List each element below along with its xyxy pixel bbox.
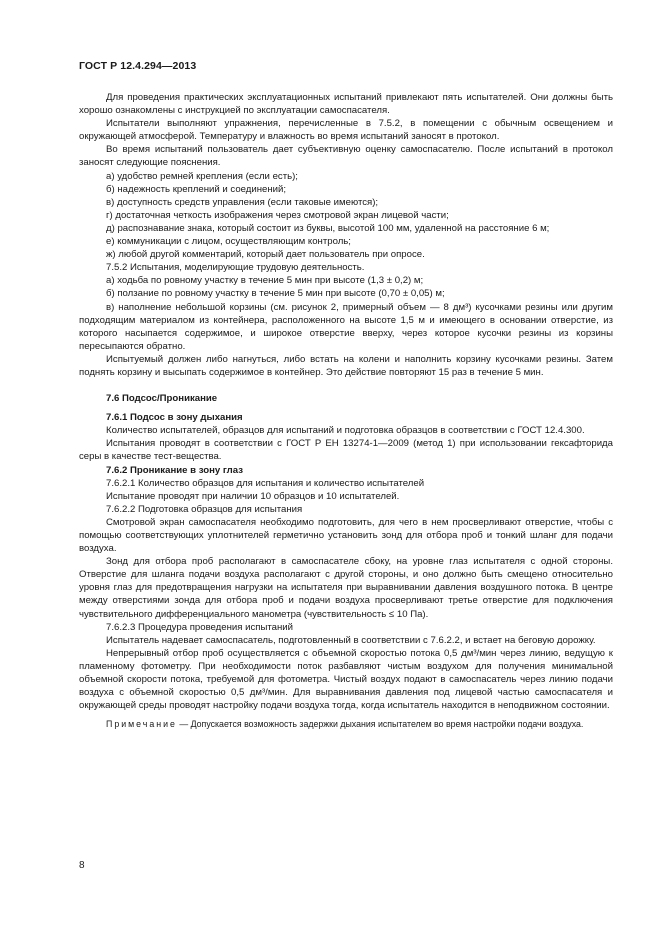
list-item: б) надежность креплений и соединений;	[106, 183, 287, 195]
paragraph: Зонд для отбора проб располагают в самоспасателе сбоку, на уровне глаз испытателя с одной стороны. Отверстие для шланга подачи воздуха располагают с другой стороны, и оно должно быть смещено относительно уровня глаз для предотвращения нагрузки на испытателя при выравнивании давления воздушного потока. В центре между отверстиями зонда для отбора проб и подачи воздуха просверливают третье отверстие для подключения чувствительного дифференциального манометра (чувствительность ≤ 10 Па).	[79, 556, 613, 620]
document-header: ГОСТ Р 12.4.294—2013	[79, 60, 197, 72]
paragraph: Смотровой экран самоспасателя необходимо подготовить, для чего в нем просверливают отверстие, чтобы с помощью соответствующих уплотнителей герметично установить зонд для отбора проб и тонкий шланг для подачи воздуха.	[79, 516, 613, 555]
note-label: Примечание	[106, 719, 177, 730]
clause-heading: 7.6.2.3 Процедура проведения испытаний	[106, 621, 294, 633]
list-item: б) ползание по ровному участку в течение 5 мин при высоте (0,70 ± 0,05) м;	[106, 288, 445, 300]
paragraph: Испытания проводят в соответствии с ГОСТ Р ЕН 13274-1—2009 (метод 1) при использовании гексафторида серы в качестве тест-вещества.	[79, 438, 613, 463]
document-body	[79, 91, 613, 731]
paragraph: Во время испытаний пользователь дает субъективную оценку самоспасателю. После испытаний в протокол заносят следующие пояснения.	[79, 144, 613, 169]
list-item: е) коммуникации с лицом, осуществляющим контроль;	[106, 236, 351, 248]
list-item: в) доступность средств управления (если таковые имеются);	[106, 196, 379, 208]
paragraph: Испытатель надевает самоспасатель, подготовленный в соответствии с 7.6.2.2, и встает на беговую дорожку.	[106, 634, 596, 646]
paragraph: Количество испытателей, образцов для испытаний и подготовка образцов в соответствии с ГОСТ 12.4.300.	[106, 425, 585, 437]
list-item: а) ходьба по ровному участку в течение 5 мин при высоте (1,3 ± 0,2) м;	[106, 275, 424, 287]
subsection-heading: 7.6.2 Проникание в зону глаз	[106, 464, 243, 476]
paragraph: Для проведения практических эксплуатационных испытаний привлекают пять испытателей. Они должны быть хорошо ознакомлены с инструкцией по эксплуатации самоспасателя.	[79, 92, 613, 117]
clause-heading: 7.6.2.2 Подготовка образцов для испытания	[106, 503, 303, 515]
paragraph: Испытание проводят при наличии 10 образцов и 10 испытателей.	[106, 490, 400, 502]
clause-heading: 7.5.2 Испытания, моделирующие трудовую деятельность.	[106, 262, 365, 274]
list-item: г) достаточная четкость изображения через смотровой экран лицевой части;	[106, 209, 449, 221]
clause-heading: 7.6.2.1 Количество образцов для испытания и количество испытателей	[106, 477, 425, 489]
list-item: д) распознавание знака, который состоит из буквы, высотой 100 мм, удаленной на расстояние 6 м;	[106, 222, 550, 234]
section-heading: 7.6 Подсос/Проникание	[106, 393, 218, 405]
subsection-heading: 7.6.1 Подсос в зону дыхания	[106, 412, 243, 424]
paragraph: Испытуемый должен либо нагнуться, либо встать на колени и наполнить корзину кусочками резины. Затем поднять корзину и высыпать содержимое в контейнер. Это действие повторяют 15 раз в течение 5 мин.	[79, 353, 613, 378]
list-item: а) удобство ремней крепления (если есть);	[106, 170, 298, 182]
paragraph: Испытатели выполняют упражнения, перечисленные в 7.5.2, в помещении с обычным освещением и окружающей атмосферой. Температуру и влажность во время испытаний заносят в протокол.	[79, 118, 613, 143]
note-text: — Допускается возможность задержки дыхания испытателем во время настройки подачи воздуха.	[176, 719, 584, 730]
paragraph: Непрерывный отбор проб осуществляется с объемной скоростью потока 0,5 дм³/мин через линию, ведущую к пламенному фотометру. При необходимости поток разбавляют чистым воздухом для получения минимальной объемной скорости потока, требуемой для фотометра. Чистый воздух подают в самоспасатель через линию подачи воздуха с объемной скоростью 0,5 дм³/мин. Для выравнивания давления под лицевой частью самоспасателя и окружающей среды проводят настройку подачи воздуха тогда, когда испытатель находится в неподвижном состоянии.	[79, 647, 613, 712]
page-number: 8	[79, 860, 85, 871]
list-item: ж) любой другой комментарий, который дает пользователь при опросе.	[106, 249, 425, 261]
note	[79, 718, 613, 731]
list-item: в) наполнение небольшой корзины (см. рисунок 2, примерный объем — 8 дм³) кусочками резины или другим подходящим материалом из контейнера, расположенного на высоте 1,5 м и имеющего в основании отверстие, из которого насыпается содержимое, и широкое отверстие вверху, через которое кусочки резины из корзины пересыпаются обратно.	[79, 301, 613, 352]
